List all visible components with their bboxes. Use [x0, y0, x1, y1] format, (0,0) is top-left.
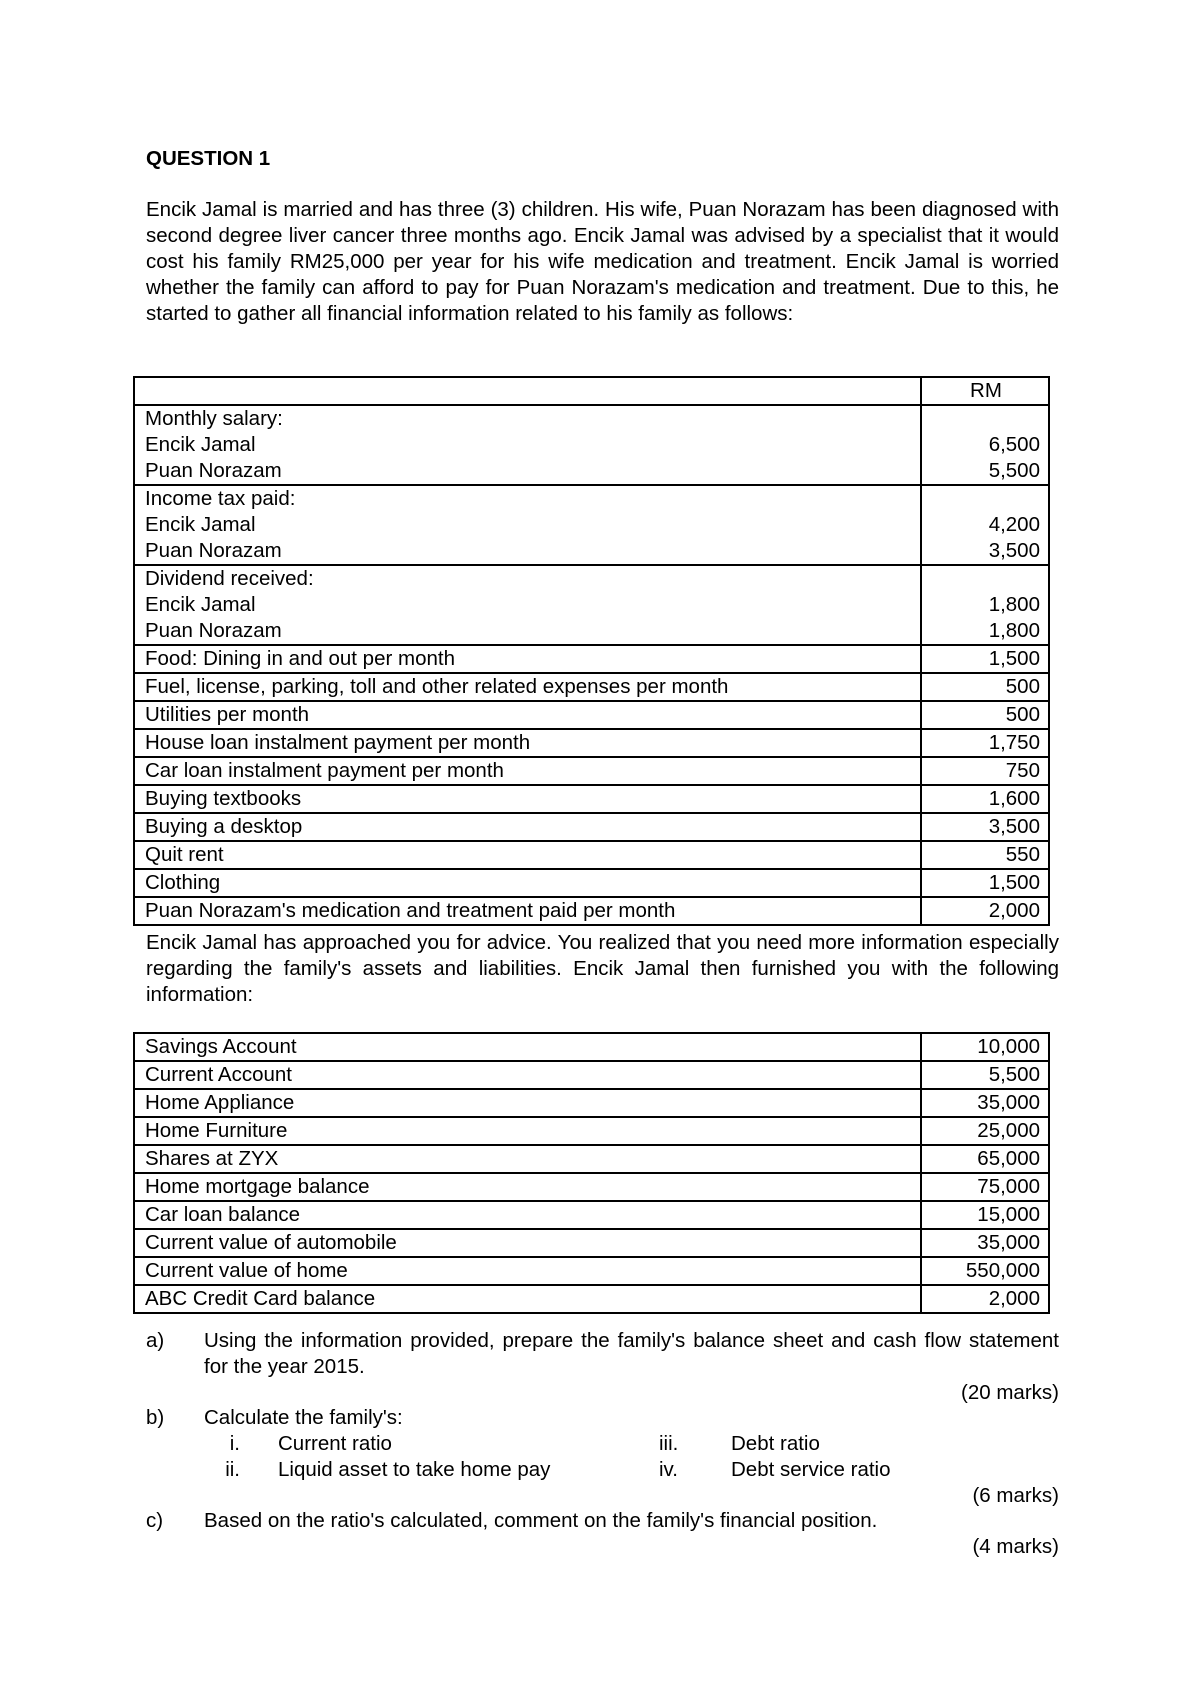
- question-text: Based on the ratio's calculated, comment on the family's financial position.: [204, 1509, 878, 1532]
- row-amount: 25,000: [921, 1117, 1049, 1145]
- row-amount: 35,000: [921, 1229, 1049, 1257]
- table-row: [134, 1229, 1049, 1257]
- sub-question-text: Debt service ratio: [731, 1458, 891, 1481]
- group-title: Income tax paid:: [145, 487, 296, 510]
- row-amount: 1,750: [921, 729, 1049, 757]
- row-label: ABC Credit Card balance: [134, 1285, 921, 1313]
- table-row: [134, 1089, 1049, 1117]
- question-a: [146, 1328, 1059, 1406]
- row-label: Buying a desktop: [134, 813, 921, 841]
- question-letter: b): [146, 1406, 165, 1429]
- table-row: [134, 757, 1049, 785]
- question-marks: (20 marks): [961, 1381, 1059, 1404]
- row-label: Buying textbooks: [134, 785, 921, 813]
- question-text: Using the information provided, prepare the family's balance sheet and cash flow statement for the year 2015.: [204, 1329, 1059, 1378]
- group-row-label: Encik Jamal: [145, 433, 256, 456]
- table-header-label: [134, 377, 921, 405]
- question-c: [146, 1508, 1059, 1560]
- sub-question-number: iii.: [659, 1432, 679, 1455]
- table-row: [134, 1061, 1049, 1089]
- row-label: Current Account: [134, 1061, 921, 1089]
- row-amount: 500: [921, 701, 1049, 729]
- row-amount: 1,500: [921, 869, 1049, 897]
- table-row: [134, 673, 1049, 701]
- question-text: Calculate the family's:: [204, 1406, 403, 1429]
- row-label: Puan Norazam's medication and treatment paid per month: [134, 897, 921, 925]
- row-amount: 35,000: [921, 1089, 1049, 1117]
- row-label: Current value of home: [134, 1257, 921, 1285]
- table-row: [134, 897, 1049, 925]
- row-label: Food: Dining in and out per month: [134, 645, 921, 673]
- question-letter: a): [146, 1329, 165, 1352]
- assets-liabilities-table: [133, 1032, 1050, 1314]
- row-label: Car loan instalment payment per month: [134, 757, 921, 785]
- sub-question-text: Liquid asset to take home pay: [278, 1458, 551, 1481]
- table-row: [134, 701, 1049, 729]
- row-label: House loan instalment payment per month: [134, 729, 921, 757]
- table-group-row: [134, 405, 1049, 485]
- row-amount: 2,000: [921, 897, 1049, 925]
- group-row-label: Encik Jamal: [145, 513, 256, 536]
- question-marks: (4 marks): [972, 1535, 1059, 1558]
- row-label: Fuel, license, parking, toll and other related expenses per month: [134, 673, 921, 701]
- group-title: Dividend received:: [145, 567, 314, 590]
- sub-question-list: [146, 1431, 1059, 1509]
- table-row: [134, 1173, 1049, 1201]
- question-b: [146, 1405, 1059, 1431]
- group-row-amount: 1,800: [988, 593, 1040, 616]
- row-label: Home mortgage balance: [134, 1173, 921, 1201]
- table-row: [134, 1285, 1049, 1313]
- row-label: Home Furniture: [134, 1117, 921, 1145]
- sub-question-number: i.: [229, 1432, 240, 1455]
- question-heading: QUESTION 1: [146, 147, 271, 170]
- sub-question-number: iv.: [659, 1458, 678, 1481]
- table-row: [134, 1201, 1049, 1229]
- table-row: [134, 1145, 1049, 1173]
- row-amount: 1,600: [921, 785, 1049, 813]
- table-row: [134, 813, 1049, 841]
- row-amount: 10,000: [921, 1033, 1049, 1061]
- row-label: Home Appliance: [134, 1089, 921, 1117]
- financial-info-table: [133, 376, 1050, 926]
- row-amount: 1,500: [921, 645, 1049, 673]
- table-row: [134, 729, 1049, 757]
- row-label: Savings Account: [134, 1033, 921, 1061]
- sub-question-text: Current ratio: [278, 1432, 392, 1455]
- table-header-row: [134, 377, 1049, 405]
- table-row: [134, 1257, 1049, 1285]
- sub-question-row: [146, 1431, 1059, 1457]
- row-label: Clothing: [134, 869, 921, 897]
- advice-paragraph: Encik Jamal has approached you for advice. You realized that you need more information especially regarding the family's assets and liabilities. Encik Jamal then furnished you with the following information:: [146, 931, 1059, 1006]
- group-row-amount: 4,200: [988, 513, 1040, 536]
- table-row: [134, 785, 1049, 813]
- sub-question-number: ii.: [225, 1458, 240, 1481]
- row-amount: 5,500: [921, 1061, 1049, 1089]
- group-row-label: Encik Jamal: [145, 593, 256, 616]
- group-row-label: Puan Norazam: [145, 619, 282, 642]
- row-amount: 2,000: [921, 1285, 1049, 1313]
- table-row: [134, 645, 1049, 673]
- row-amount: 750: [921, 757, 1049, 785]
- group-row-amount: 5,500: [988, 459, 1040, 482]
- table-row: [134, 869, 1049, 897]
- row-label: Quit rent: [134, 841, 921, 869]
- row-amount: 75,000: [921, 1173, 1049, 1201]
- row-label: Utilities per month: [134, 701, 921, 729]
- row-label: Car loan balance: [134, 1201, 921, 1229]
- table-header-amount: RM: [921, 377, 1049, 405]
- group-row-amount: 3,500: [988, 539, 1040, 562]
- row-label: Current value of automobile: [134, 1229, 921, 1257]
- group-row-label: Puan Norazam: [145, 539, 282, 562]
- sub-question-row: [146, 1457, 1059, 1483]
- row-amount: 65,000: [921, 1145, 1049, 1173]
- sub-question-text: Debt ratio: [731, 1432, 820, 1455]
- intro-paragraph: Encik Jamal is married and has three (3) children. His wife, Puan Norazam has been diagnosed with second degree liver cancer three months ago. Encik Jamal was advised by a specialist that it would cost his family RM25,000 per year for his wife medication and treatment. Encik Jamal is worried whether the family can afford to pay for Puan Norazam's medication and treatment. Due to this, he started to gather all financial information related to his family as follows:: [146, 198, 1059, 325]
- table-row: [134, 1033, 1049, 1061]
- row-label: Shares at ZYX: [134, 1145, 921, 1173]
- row-amount: 500: [921, 673, 1049, 701]
- group-row-amount: 1,800: [988, 619, 1040, 642]
- row-amount: 550,000: [921, 1257, 1049, 1285]
- table-row: [134, 1117, 1049, 1145]
- group-row-label: Puan Norazam: [145, 459, 282, 482]
- table-row: [134, 841, 1049, 869]
- row-amount: 15,000: [921, 1201, 1049, 1229]
- table-group-row: [134, 485, 1049, 565]
- question-marks: (6 marks): [972, 1484, 1059, 1507]
- group-row-amount: 6,500: [988, 433, 1040, 456]
- group-title: Monthly salary:: [145, 407, 283, 430]
- row-amount: 3,500: [921, 813, 1049, 841]
- table-group-row: [134, 565, 1049, 645]
- row-amount: 550: [921, 841, 1049, 869]
- question-letter: c): [146, 1509, 164, 1532]
